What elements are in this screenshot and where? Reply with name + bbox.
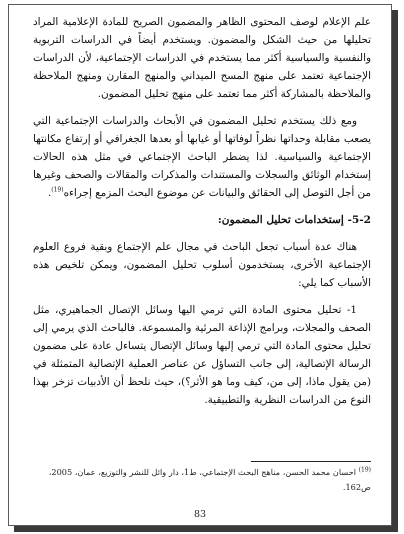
page-number: 83 [193, 509, 207, 520]
paragraph-gap [33, 292, 371, 301]
body-paragraph: علم الإعلام لوصف المحتوى الظاهر والمضمون الصريح للمادة الإعلامية المراد تحليلها من حيث الشكل والمضمون. ويستخدم أيضاً في الدراسات التربوية والنفسية والسياسية أكثر مما يستخدم في الدراسات الإجتماعية، لأن الدراسات الإجتماعية تعتمد على منهج المسح الميداني والمنهج المقارن ومنهج الملاحظة والملاحظة بالمشاركة أكثر مما تعتمد على منهج تحليل المضمون. [33, 16, 371, 100]
page-body [33, 13, 371, 409]
document-page [8, 4, 392, 526]
section-heading: 5-2- إستخدامات تحليل المضمون: [217, 214, 371, 226]
paragraph-gap [33, 202, 371, 211]
footnote-separator [251, 461, 371, 462]
paragraph-gap [33, 103, 371, 112]
body-paragraph-with-footnote: ومع ذلك يستخدم تحليل المضمون في الأبحاث والدراسات الإجتماعية التي يصعب مقابلة وحداتها نظراً لوفاتها أو غيابها أو بعدها الجغرافي أو إرتفاع مكانتها الإجتماعية والسياسية. لذا يضطر الباحث الإجتماعي في مثل هذه الحالات إستخدام الوثائق والسجلات والمستندات والمذكرات والمقالات والصحف وغيرها من أجل التوصل إلى الحقائق والبيانات عن موضوع البحث المزمع إجراءه$^{(19)}$. [33, 115, 371, 199]
body-paragraph-text: ومع ذلك يستخدم تحليل المضمون في الأبحاث والدراسات الإجتماعية التي يصعب مقابلة وحداتها نظراً لوفاتها أو غيابها أو بعدها الجغرافي أو إرتفاع مكانتها الإجتماعية والسياسية. لذا يضطر الباحث الإجتماعي في مثل هذه الحالات إستخدام الوثائق والسجلات والمستندات والمذكرات والمقالات والصحف وغيرها من أجل التوصل إلى الحقائق والبيانات عن موضوع البحث المزمع إجراءه [33, 115, 371, 199]
list-item-paragraph: 1- تحليل محتوى المادة التي ترمي اليها وسائل الإتصال الجماهيري، مثل الصحف والمجلات، وبرامج الإذاعة المرئية والمسموعة. فالباحث الذي يرمي إلى تحليل محتوى المادة التي ترمي إليها وسائل الإتصال يتساءل عادة على مضمون الرسالة الإتصالية، إلى جانب التساؤل عن عناصر العملية الإتصالية المتمثلة في (من يقول ماذا، إلى من، كيف وما هو الأثر؟)، حيث نلحظ أن الأدبيات تزخر بهذا النوع من الدراسات النظرية والتطبيقية. [33, 304, 371, 406]
footnote-text: احسان محمد الحسن، مناهج البحث الإجتماعي، ط1، دار وائل للنشر والتوزيع، عمان، 2005، ص162. [48, 467, 371, 492]
footnote-number: (19) [358, 466, 371, 474]
footnote [37, 465, 371, 495]
paragraph-gap [33, 229, 371, 238]
footnote-reference: (19) [51, 186, 64, 194]
intro-paragraph: هناك عدة أسباب تجعل الباحث في مجال علم الإجتماع وبقية فروع العلوم الإجتماعية الأخرى، يستخدمون أسلوب تحليل المضمون، ويمكن تلخيص هذه الأسباب كما يلي: [33, 241, 371, 289]
